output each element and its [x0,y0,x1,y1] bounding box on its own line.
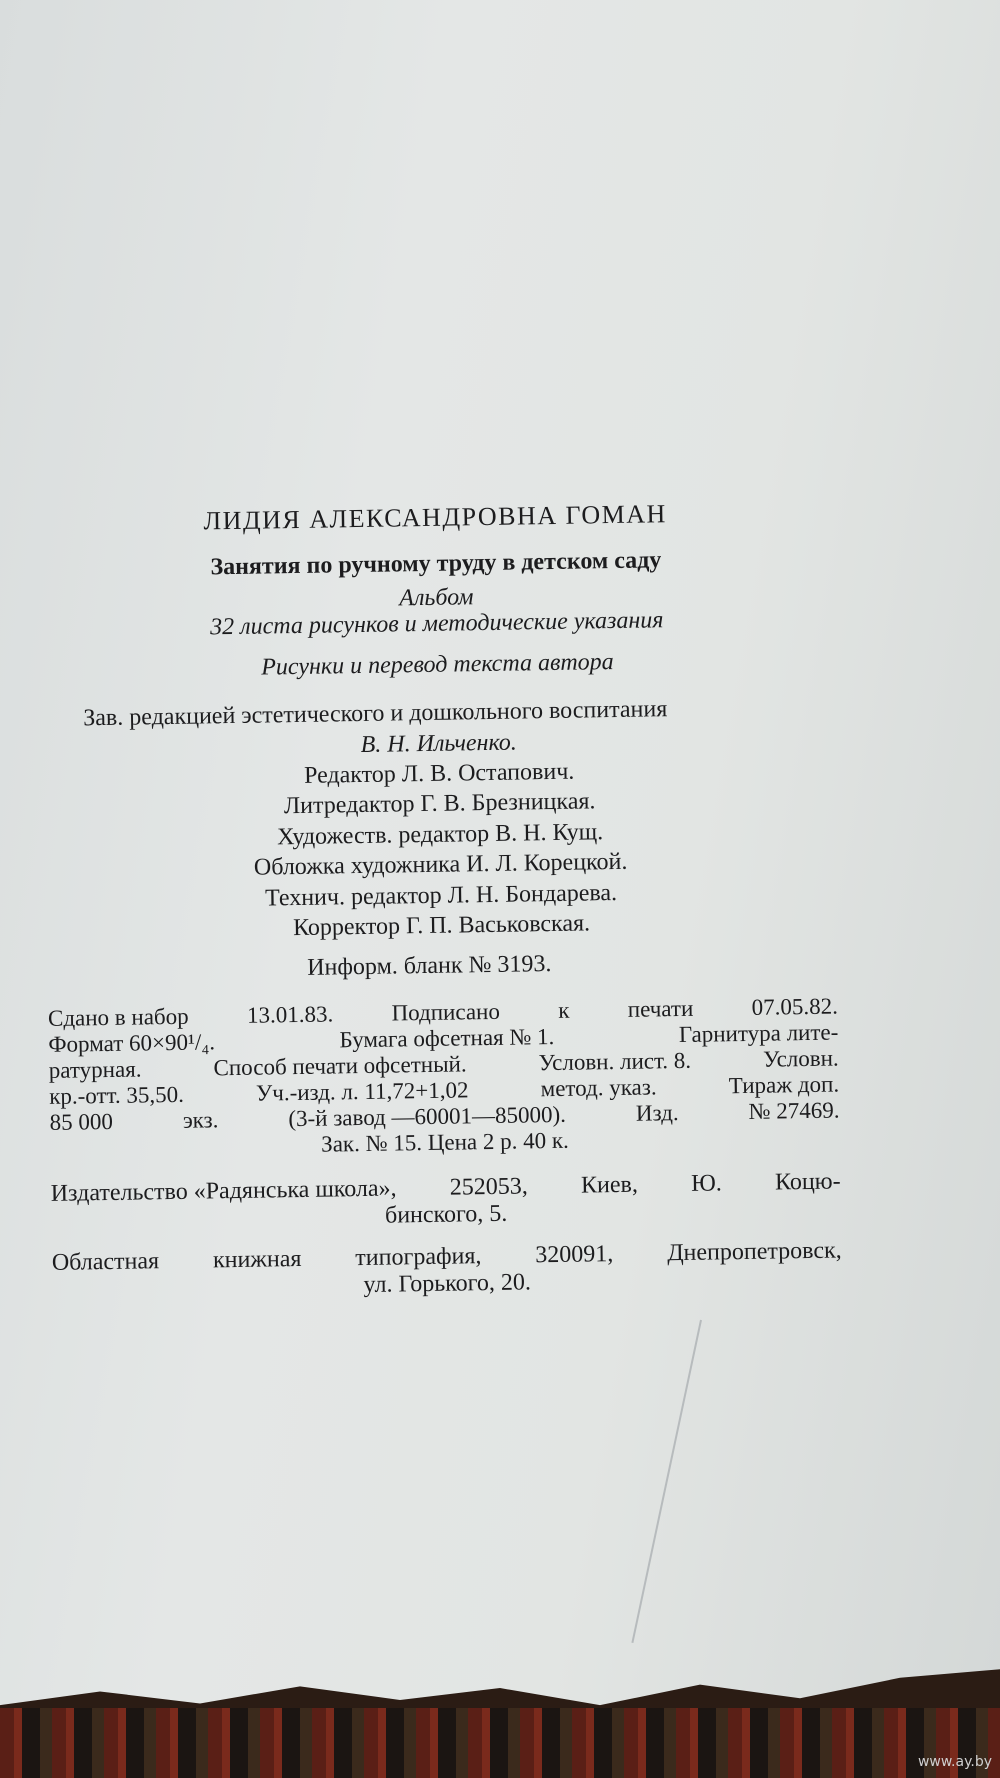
print-text: 85 000 [49,1108,114,1135]
printer-line-2: ул. Горького, 20. [363,1269,532,1299]
subtitle-sheets: 32 листа рисунков и методические указания [209,607,664,641]
print-details [48,993,840,1161]
paper-crease [631,1320,702,1643]
publisher-line-2: бинского, 5. [384,1200,508,1229]
lit-editor-line: Литредактор Г. В. Брезницкая. [283,788,596,820]
head-editor-role: Зав. редакцией эстетического и дошкольного воспитания [83,696,668,732]
order-price: Зак. № 15. Цена 2 р. 40 к. [320,1127,569,1157]
editor-line: Редактор Л. В. Остапович. [303,758,575,789]
print-text: кр.-отт. 35,50. [49,1081,185,1109]
book-title: Занятия по ручному труду в детском саду [210,546,662,580]
publisher-text: Киев, [580,1171,639,1199]
publisher-text: 252053, [449,1173,529,1201]
publisher-text: Ю. [690,1170,723,1197]
print-text: Способ печати офсетный. [213,1051,467,1081]
site-watermark: www.ay.by [917,1754,992,1770]
print-text: 07.05.82. [751,993,839,1020]
publisher-block [51,1168,843,1303]
staff-list [43,694,837,946]
print-text: Уч.-изд. л. 11,72+1,02 [255,1077,469,1106]
printer-text: 320091, [535,1241,614,1269]
print-text: Тираж доп. [728,1071,840,1098]
print-text: метод. указ. [540,1074,657,1101]
corrector-line: Корректор Г. П. Васьковская. [292,910,591,941]
head-editor-name: В. Н. Ильченко. [360,729,517,758]
printer-text: типография, [355,1243,482,1272]
print-text: Условн. [762,1045,839,1072]
printer-text: Областная [51,1248,160,1277]
publisher-text: Коцю- [774,1168,841,1196]
drawings-note: Рисунки и перевод текста автора [261,648,614,681]
print-text: Бумага офсетная № 1. [339,1023,555,1053]
print-text: ратурная. [48,1056,142,1083]
art-editor-line: Художеств. редактор В. Н. Кущ. [276,818,604,851]
publisher-text: Издательство «Радянська школа», [50,1175,397,1207]
info-blank: Информ. бланк № 3193. [307,951,552,982]
print-text: Условн. лист. 8. [538,1047,692,1075]
carpet-background [0,1708,1000,1778]
print-text: Гарнитура лите- [678,1019,839,1047]
print-text: (3-й завод —60001—85000). [288,1101,567,1131]
print-text: № 27469. [748,1097,840,1124]
subtitle-album: Альбом [399,584,474,612]
print-text: Изд. [635,1099,679,1126]
author-name: ЛИДИЯ АЛЕКСАНДРОВНА ГОМАН [203,499,668,536]
print-text: 13.01.83. [246,1001,334,1028]
printer-text: книжная [212,1246,302,1274]
colophon [40,498,842,1304]
print-text: печати [627,995,694,1022]
printer-text: Днепропетровск, [667,1237,842,1267]
tech-editor-line: Технич. редактор Л. Н. Бондарева. [264,879,618,912]
cover-artist-line: Обложка художника И. Л. Корецкой. [253,848,628,881]
print-text: Сдано в набор [47,1003,189,1031]
print-text: к [558,997,570,1023]
print-text: экз. [182,1106,219,1133]
print-text: Подписано [391,998,501,1026]
print-text: Формат 60×90¹/₄. [48,1028,216,1057]
